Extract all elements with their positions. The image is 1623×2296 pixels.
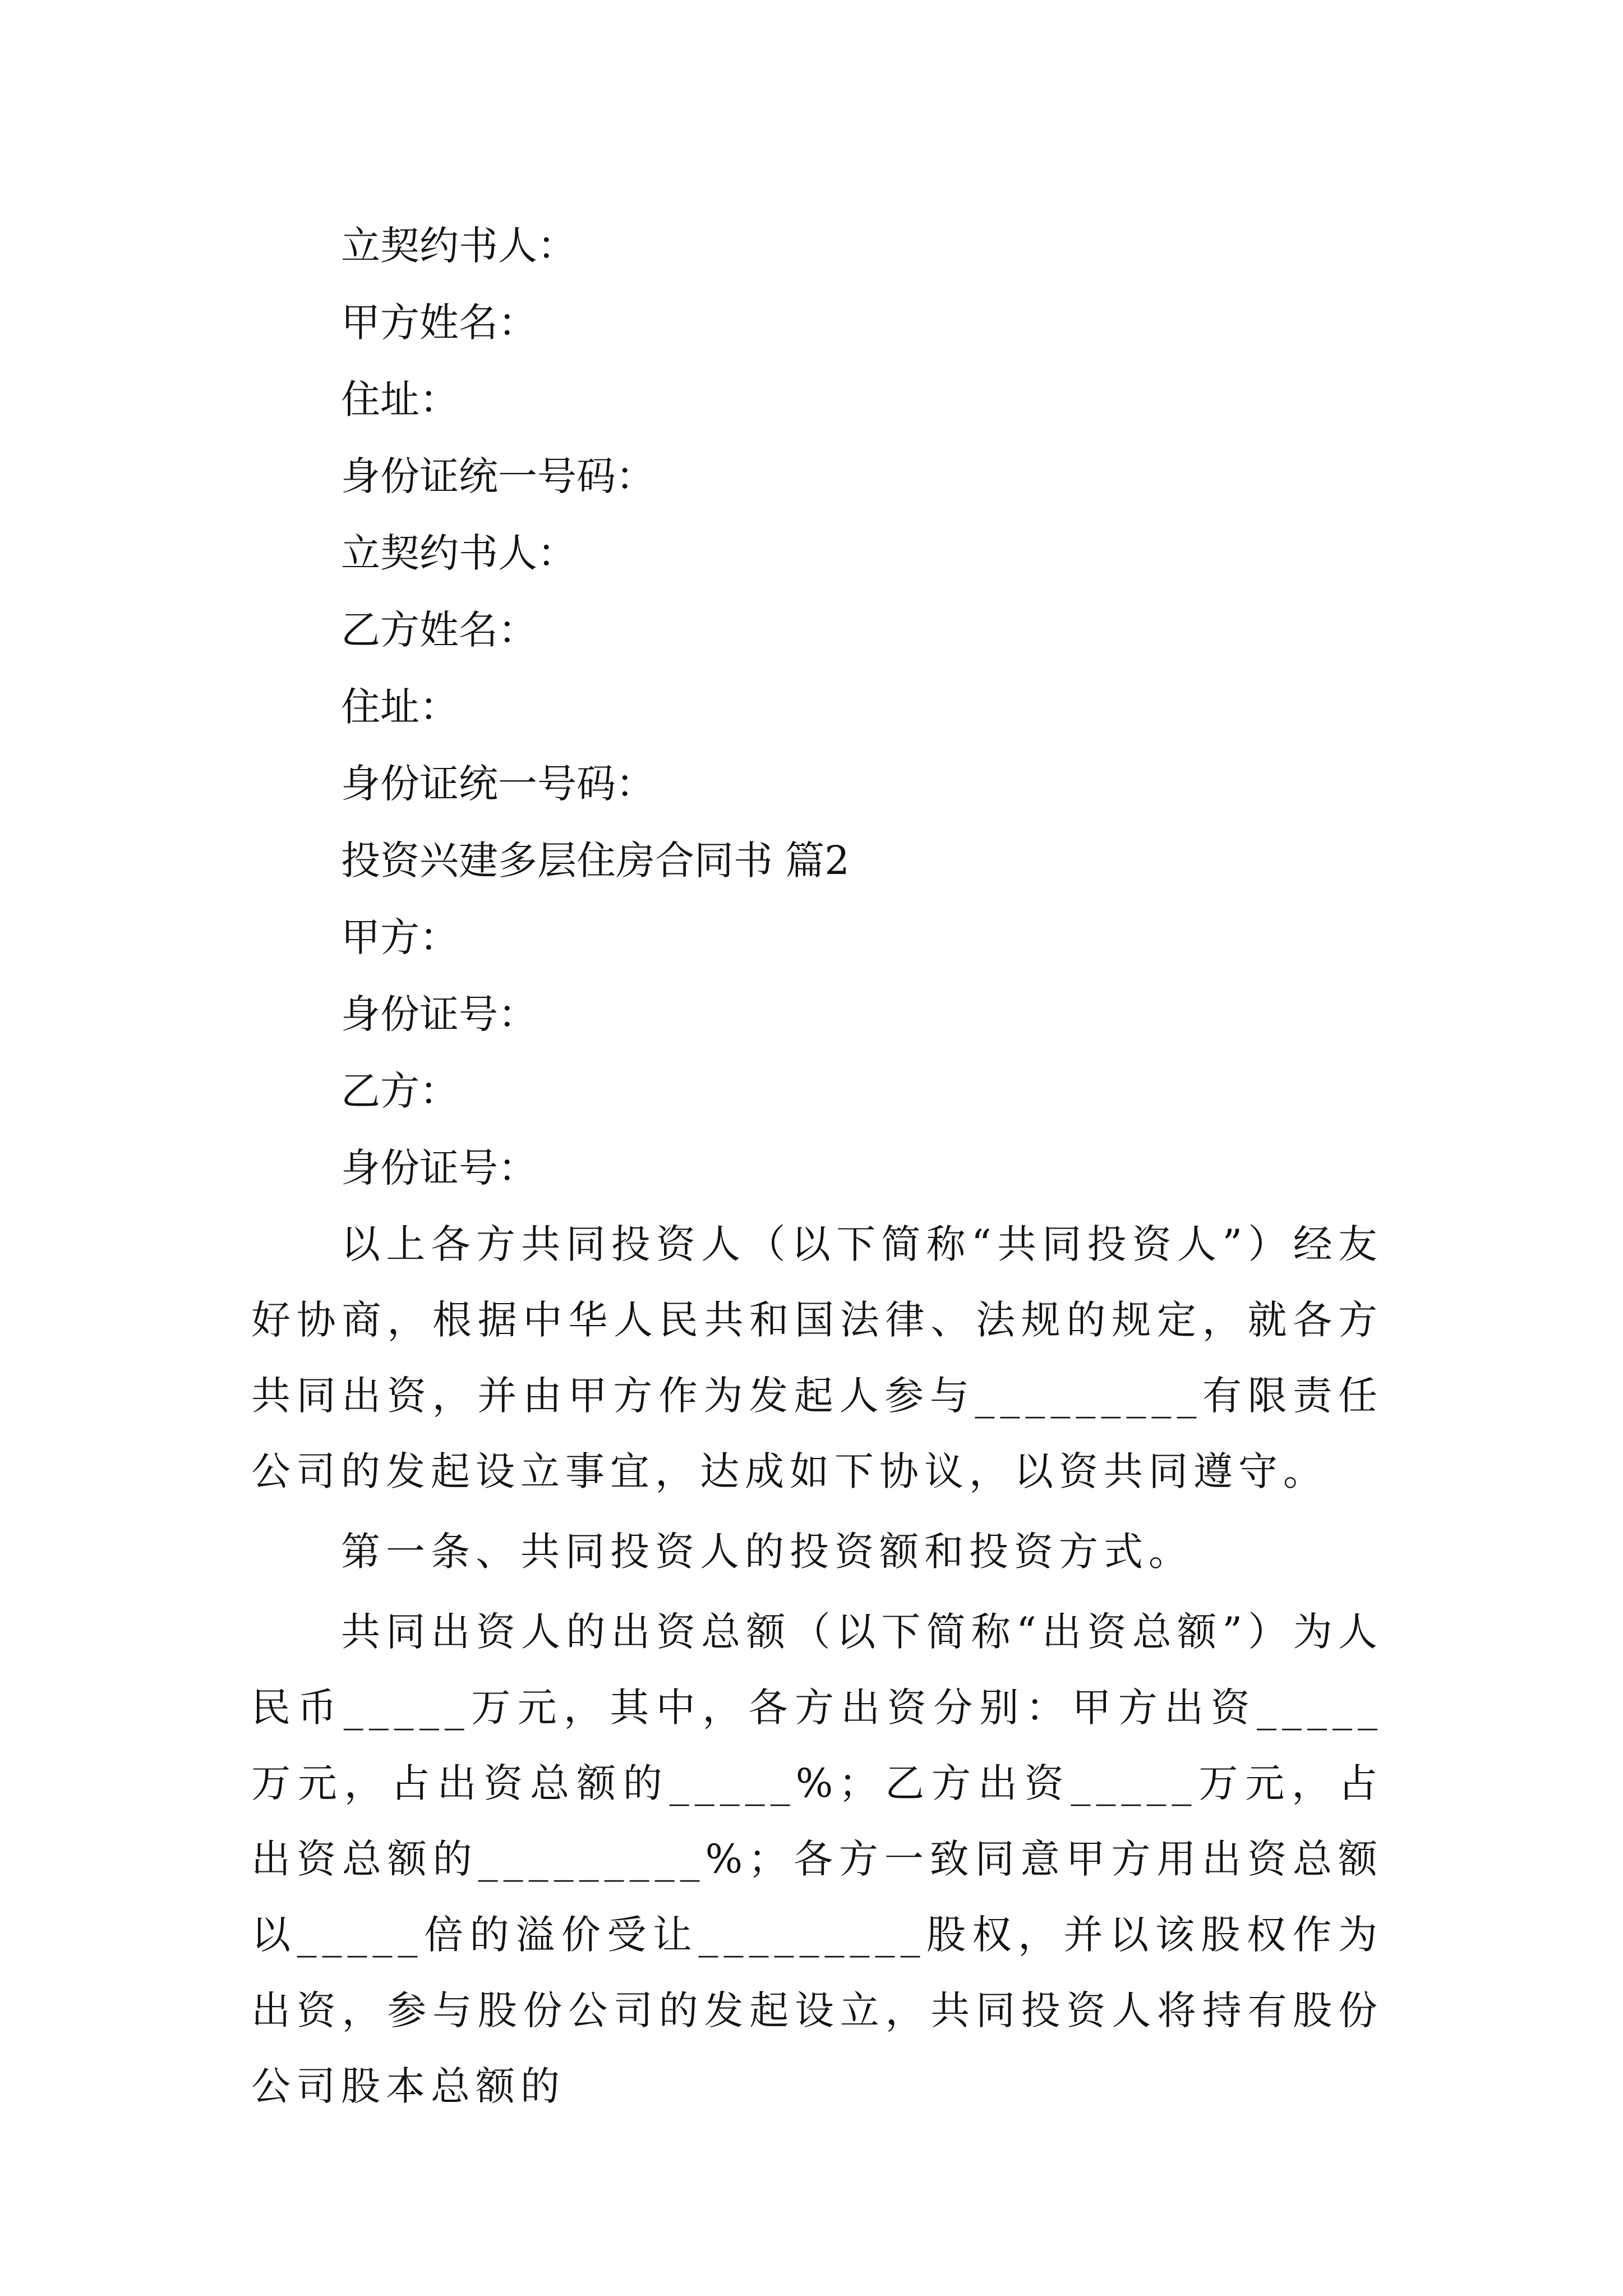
investment-paragraph: 共同出资人的出资总额（以下简称“出资总额”）为人民币_____万元，其中，各方出资分别：甲方出资_____万元，占出资总额的_____%；乙方出资_____万元，占出资总额的_________%；各方一致同意甲方用出资总额以_____倍的溢价受让_________股权，并以该股权作为出资，参与股份公司的发起设立，共同投资人将持有股份公司股本总额的 — [251, 1609, 1383, 2109]
party-a-id-label: 身份证统一号码： — [341, 453, 655, 499]
paragraph-gap — [251, 1590, 1383, 1594]
intro-paragraph: 以上各方共同投资人（以下简称“共同投资人”）经友好协商，根据中华人民共和国法律、法规的规定，就各方共同出资，并由甲方作为发起人参与_________有限责任公司的发起设立事宜，达成如下协议，以资共同遵守。 — [251, 1221, 1383, 1494]
party-a-label: 甲方： — [341, 914, 459, 960]
party-b-label: 乙方： — [341, 1068, 459, 1114]
party-b-id-label: 身份证统一号码： — [341, 761, 655, 807]
party-a-id-number-label: 身份证号： — [341, 991, 537, 1037]
document-body — [251, 208, 1383, 2124]
article-one-heading: 第一条、共同投资人的投资额和投资方式。 — [341, 1529, 1193, 1575]
party-a-name-label: 甲方姓名： — [341, 300, 537, 346]
paragraph-gap — [251, 1510, 1383, 1514]
party-b-id-number-label: 身份证号： — [341, 1145, 537, 1191]
party-b-address-label: 住址： — [341, 684, 459, 730]
section-title: 投资兴建多层住房合同书 篇2 — [341, 838, 850, 884]
party-a-address-label: 住址： — [341, 376, 459, 422]
party-b-name-label: 乙方姓名： — [341, 607, 537, 653]
contract-party-label-2: 立契约书人： — [341, 530, 577, 576]
contract-party-label: 立契约书人： — [341, 223, 577, 269]
